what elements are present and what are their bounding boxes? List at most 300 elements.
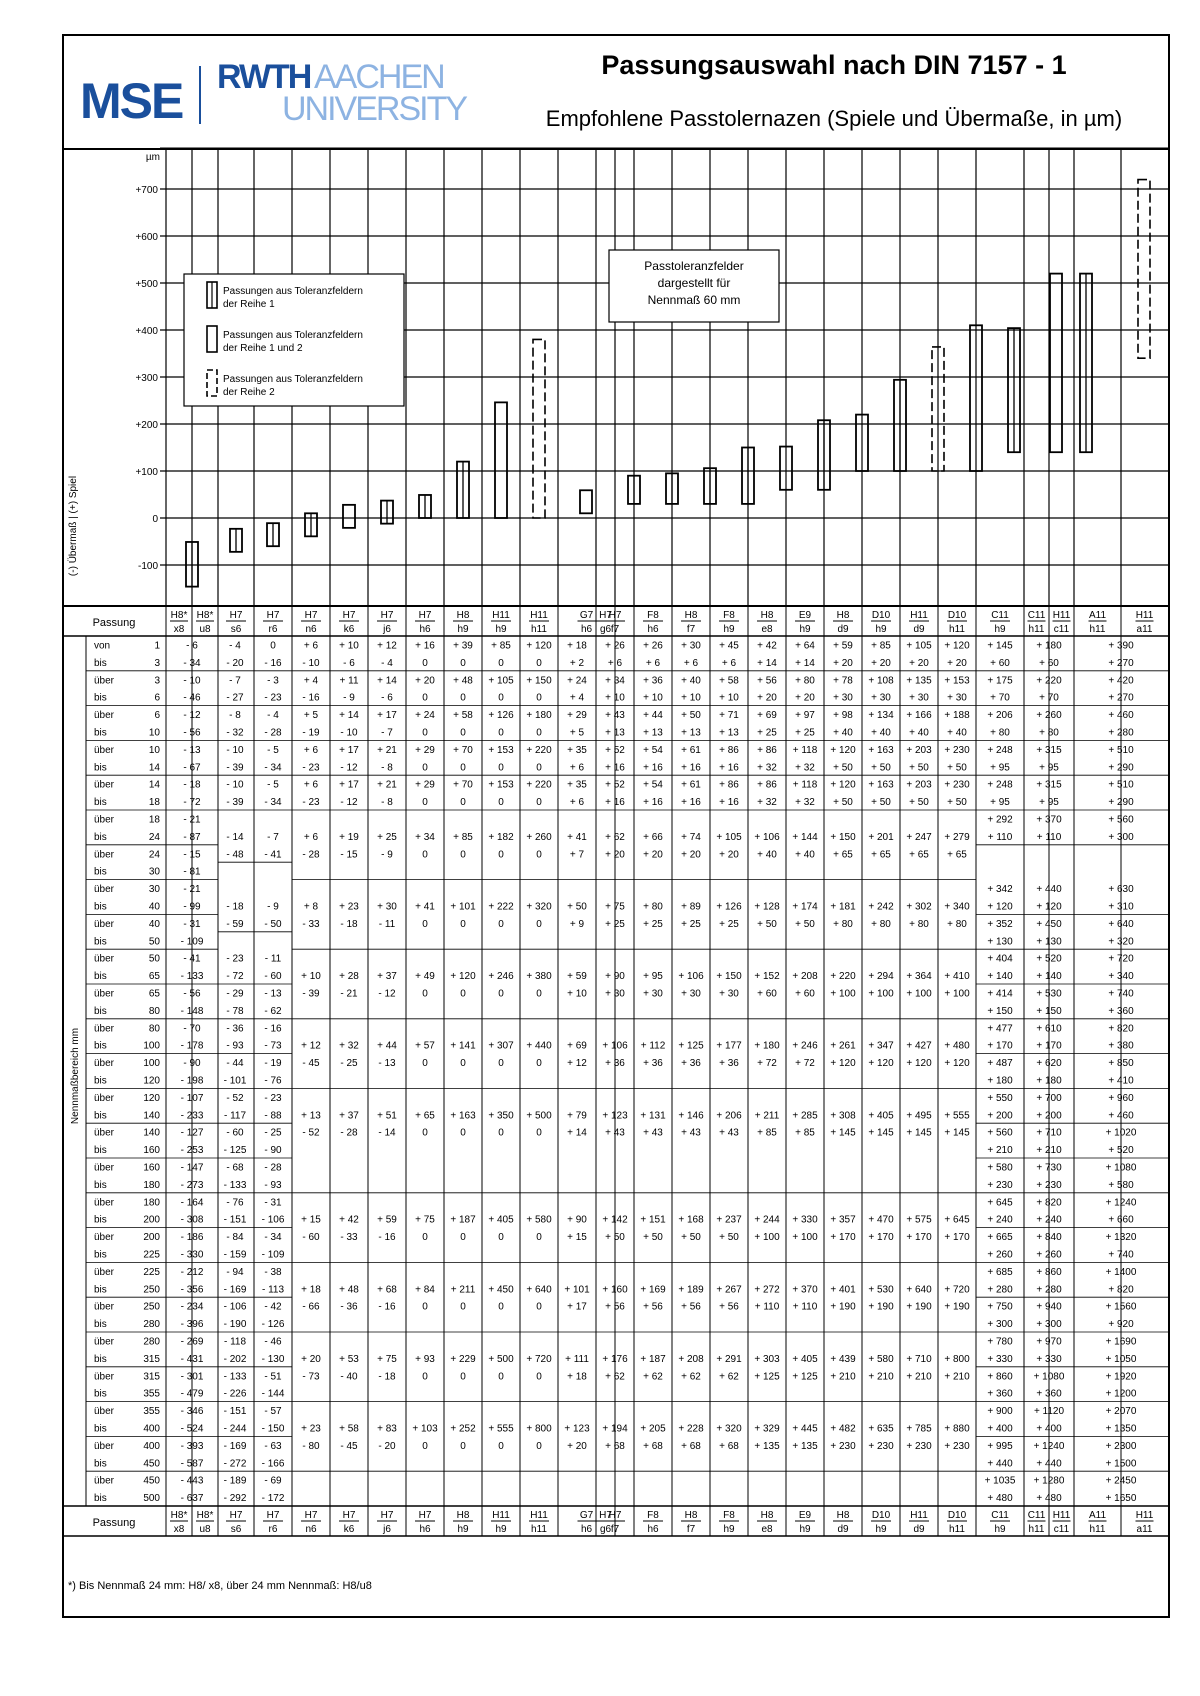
cell-fit-value: + 530 [868, 1284, 894, 1296]
cell-s6: - 68 [226, 1162, 244, 1174]
range-word: über [94, 1371, 115, 1383]
cell-fit-value: + 15 [567, 1232, 587, 1244]
cell-fit-value: + 118 [792, 744, 818, 756]
cell-fit-value: 0 [536, 762, 542, 774]
range-number: 100 [143, 1040, 160, 1052]
cell-c11-h11: + 530 [1036, 988, 1062, 1000]
cell-r6: - 25 [264, 1127, 282, 1139]
range-number: 180 [143, 1179, 160, 1191]
cell-r6: - 3 [267, 675, 279, 687]
cell-c11-h11: + 440 [1036, 884, 1062, 896]
cell-a11-h11: + 2300 [1105, 1440, 1137, 1452]
fit-numerator: H7 [229, 1510, 243, 1521]
cell-a11-h11: + 640 [1108, 918, 1134, 930]
cell-fit-value: + 49 [415, 971, 435, 983]
cell-fit-value: + 80 [947, 918, 967, 930]
cell-s6: - 59 [226, 918, 244, 930]
cell-fit-value: + 86 [719, 779, 739, 791]
cell-s6: - 202 [223, 1353, 247, 1365]
cell-fit-value: + 201 [868, 831, 894, 843]
cell-c11-h11: + 730 [1036, 1162, 1062, 1174]
cell-fit-value: + 260 [526, 831, 552, 843]
cell-fit-value: - 60 [302, 1232, 320, 1244]
cell-fit-value: + 62 [719, 1371, 739, 1383]
range-word: über [94, 1336, 115, 1348]
cell-c11-h11: + 1280 [1033, 1475, 1065, 1487]
cell-a11-h11: + 520 [1108, 1145, 1134, 1157]
range-number: 50 [148, 953, 160, 965]
cell-a11-h11: + 460 [1108, 710, 1134, 722]
cell-fit-value: + 95 [643, 971, 663, 983]
cell-fit-value: - 16 [378, 1301, 396, 1313]
cell-c11-h11: + 370 [1036, 814, 1062, 826]
cell-c11-h9: + 248 [987, 779, 1013, 791]
range-word: bis [94, 1353, 107, 1365]
range-word: über [94, 675, 115, 687]
cell-fit-value: 0 [460, 849, 466, 861]
cell-fit-value: + 13 [681, 727, 701, 739]
cell-fit-value: + 6 [645, 657, 661, 669]
cell-fit-value: - 11 [378, 918, 396, 930]
cell-fit-value: + 210 [906, 1371, 932, 1383]
fit-numerator: H7 [608, 1510, 622, 1521]
cell-s6: - 4 [229, 640, 241, 652]
range-number: 14 [148, 762, 160, 774]
cell-fit-value: - 6 [381, 692, 393, 704]
cell-s6: - 101 [223, 1075, 247, 1087]
cell-fit-value: + 12 [567, 1058, 587, 1070]
cell-fit-value: + 20 [757, 692, 777, 704]
cell-fit-value: + 40 [871, 727, 891, 739]
cell-fit-value: + 90 [605, 971, 625, 983]
cell-fit-value: + 330 [792, 1214, 818, 1226]
cell-r6: 0 [270, 640, 276, 652]
cell-fit-value: + 62 [605, 831, 625, 843]
cell-fit-value: 0 [460, 762, 466, 774]
cell-r6: - 4 [267, 710, 279, 722]
cell-fit-value: + 56 [605, 1301, 625, 1313]
cell-fit-value: + 13 [301, 1110, 321, 1122]
cell-c11-h9: + 342 [987, 884, 1013, 896]
cell-c11-h11: + 610 [1036, 1023, 1062, 1035]
cell-fit-value: 0 [536, 1058, 542, 1070]
cell-r6: - 9 [267, 901, 279, 913]
cell-s6: - 10 [226, 744, 244, 756]
cell-c11-h9: + 130 [987, 936, 1013, 948]
cell-c11-h9: + 580 [987, 1162, 1013, 1174]
cell-c11-h9: + 665 [987, 1232, 1013, 1244]
fit-numerator: H11 [1052, 1510, 1071, 1521]
cell-fit-value: + 500 [488, 1353, 514, 1365]
fit-denominator: h9 [723, 624, 735, 635]
cell-fit-value: 0 [422, 1440, 428, 1452]
cell-c11-h11: + 480 [1036, 1493, 1062, 1505]
cell-fit-value: 0 [536, 1371, 542, 1383]
cell-r6: - 166 [261, 1458, 285, 1470]
legend-text: Passungen aus Toleranzfeldern [223, 330, 363, 341]
cell-fit-value: + 106 [754, 831, 780, 843]
cell-fit-value: + 170 [868, 1232, 894, 1244]
cell-fit-value: + 357 [830, 1214, 856, 1226]
cell-fit-value: + 18 [301, 1284, 321, 1296]
cell-c11-h11: + 140 [1036, 971, 1062, 983]
cell-s6: - 48 [226, 849, 244, 861]
fit-denominator: r6 [268, 1524, 278, 1535]
cell-fit-value: + 80 [833, 918, 853, 930]
fit-denominator: f7 [686, 624, 696, 635]
fit-denominator: h6 [419, 1524, 431, 1535]
cell-fit-value: + 410 [944, 971, 970, 983]
cell-fit-value: + 84 [415, 1284, 435, 1296]
cell-fit-value: + 50 [947, 762, 967, 774]
cell-fit-value: 0 [422, 1371, 428, 1383]
fit-denominator: h11 [1089, 624, 1106, 635]
cell-fit-value: + 123 [602, 1110, 628, 1122]
cell-a11-h11: + 1560 [1105, 1301, 1137, 1313]
cell-s6: - 39 [226, 762, 244, 774]
cell-a11-h11: + 340 [1108, 971, 1134, 983]
y-tick-label: +200 [135, 420, 158, 431]
cell-x8-u8: - 67 [183, 762, 201, 774]
cell-x8-u8: - 396 [180, 1319, 204, 1331]
cell-fit-value: + 10 [567, 988, 587, 1000]
cell-fit-value: + 294 [868, 971, 894, 983]
range-number: 3 [154, 675, 160, 687]
cell-fit-value: + 71 [719, 710, 739, 722]
cell-a11-h11: + 510 [1108, 744, 1134, 756]
cell-c11-h11: + 620 [1036, 1058, 1062, 1070]
cell-fit-value: + 29 [567, 710, 587, 722]
cell-r6: - 126 [261, 1319, 285, 1331]
cell-fit-value: + 62 [681, 1371, 701, 1383]
cell-c11-h9: + 145 [987, 640, 1013, 652]
fit-numerator: H7 [608, 610, 622, 621]
cell-fit-value: + 580 [526, 1214, 552, 1226]
cell-a11-h11: + 380 [1108, 1040, 1134, 1052]
cell-a11-h11: + 510 [1108, 779, 1134, 791]
cell-fit-value: + 181 [830, 901, 856, 913]
cell-fit-value: + 405 [488, 1214, 514, 1226]
cell-fit-value: 0 [498, 1232, 504, 1244]
cell-fit-value: + 6 [303, 779, 319, 791]
range-number: 400 [143, 1440, 160, 1452]
fit-denominator: g6 [599, 1524, 612, 1535]
cell-fit-value: + 6 [569, 762, 585, 774]
fit-numerator: H7 [304, 1510, 318, 1521]
cell-fit-value: + 57 [415, 1040, 435, 1052]
cell-fit-value: + 72 [795, 1058, 815, 1070]
range-number: 180 [143, 1197, 160, 1209]
cell-fit-value: + 303 [754, 1353, 780, 1365]
cell-fit-value: + 64 [795, 640, 815, 652]
range-word: über [94, 1301, 115, 1313]
cell-fit-value: - 33 [302, 918, 320, 930]
cell-c11-h9: + 780 [987, 1336, 1013, 1348]
cell-a11-h11: + 560 [1108, 814, 1134, 826]
cell-fit-value: + 65 [871, 849, 891, 861]
cell-fit-value: + 208 [678, 1353, 704, 1365]
cell-fit-value: + 163 [868, 779, 894, 791]
cell-fit-value: + 56 [681, 1301, 701, 1313]
cell-fit-value: 0 [460, 1232, 466, 1244]
range-number: 10 [148, 744, 160, 756]
fit-denominator: h9 [875, 624, 887, 635]
cell-c11-h11: + 970 [1036, 1336, 1062, 1348]
cell-r6: - 46 [264, 1336, 282, 1348]
cell-fit-value: + 98 [833, 710, 853, 722]
cell-fit-value: + 37 [377, 971, 397, 983]
cell-a11-h11: + 720 [1108, 953, 1134, 965]
cell-fit-value: + 18 [567, 1371, 587, 1383]
y-tick-label: +700 [135, 185, 158, 196]
range-number: 6 [154, 692, 160, 704]
cell-c11-h11: + 840 [1036, 1232, 1062, 1244]
range-number: 315 [143, 1371, 160, 1383]
cell-fit-value: + 163 [450, 1110, 476, 1122]
cell-fit-value: + 50 [719, 1232, 739, 1244]
cell-r6: - 62 [264, 1005, 282, 1017]
cell-c11-h9: + 70 [990, 692, 1010, 704]
range-number: 120 [143, 1092, 160, 1104]
cell-c11-h11: + 300 [1036, 1319, 1062, 1331]
cell-c11-h11: + 260 [1036, 710, 1062, 722]
range-number: 200 [143, 1232, 160, 1244]
cell-fit-value: + 13 [605, 727, 625, 739]
fit-denominator: f7 [610, 624, 620, 635]
cell-x8-u8: - 233 [180, 1110, 204, 1122]
cell-fit-value: + 80 [871, 918, 891, 930]
cell-r6: - 42 [264, 1301, 282, 1313]
cell-fit-value: + 50 [681, 710, 701, 722]
cell-fit-value: 0 [536, 1232, 542, 1244]
cell-r6: - 13 [264, 988, 282, 1000]
cell-fit-value: 0 [498, 1301, 504, 1313]
cell-s6: - 10 [226, 779, 244, 791]
legend-text: der Reihe 1 [223, 299, 275, 310]
cell-fit-value: + 101 [450, 901, 476, 913]
data-sheet [62, 34, 1170, 1618]
cell-fit-value: + 176 [602, 1353, 628, 1365]
cell-s6: - 94 [226, 1266, 244, 1278]
range-word: bis [94, 1110, 107, 1122]
cell-fit-value: - 10 [302, 657, 320, 669]
fit-numerator: H7 [599, 610, 612, 621]
cell-fit-value: - 12 [378, 988, 396, 1000]
cell-fit-value: + 36 [605, 1058, 625, 1070]
cell-c11-h11: + 280 [1036, 1284, 1062, 1296]
fit-numerator: G7 [579, 610, 594, 621]
fit-denominator: e8 [761, 624, 773, 635]
cell-fit-value: + 100 [868, 988, 894, 1000]
cell-x8-u8: - 10 [183, 675, 201, 687]
cell-fit-value: + 100 [792, 1232, 818, 1244]
cell-fit-value: + 190 [906, 1301, 932, 1313]
cell-fit-value: 0 [536, 1301, 542, 1313]
cell-s6: - 226 [223, 1388, 247, 1400]
cell-fit-value: + 320 [716, 1423, 742, 1435]
range-word: über [94, 1197, 115, 1209]
fit-numerator: H7 [266, 1510, 280, 1521]
cell-fit-value: + 480 [944, 1040, 970, 1052]
cell-fit-value: - 28 [302, 849, 320, 861]
cell-s6: - 244 [223, 1423, 247, 1435]
cell-fit-value: + 14 [567, 1127, 587, 1139]
cell-fit-value: + 272 [754, 1284, 780, 1296]
cell-fit-value: + 66 [643, 831, 663, 843]
cell-fit-value: 0 [498, 797, 504, 809]
cell-fit-value: + 30 [947, 692, 967, 704]
cell-fit-value: + 640 [906, 1284, 932, 1296]
cell-fit-value: + 307 [488, 1040, 514, 1052]
cell-fit-value: + 85 [453, 831, 473, 843]
cell-fit-value: + 118 [792, 779, 818, 791]
cell-fit-value: - 10 [340, 727, 358, 739]
cell-s6: - 32 [226, 727, 244, 739]
range-number: 40 [148, 901, 160, 913]
fit-denominator: h6 [419, 624, 431, 635]
range-word: über [94, 1162, 115, 1174]
cell-a11-h11: + 1080 [1105, 1162, 1137, 1174]
fit-numerator: F8 [723, 1510, 735, 1521]
cell-c11-h11: + 80 [1039, 727, 1059, 739]
range-number: 160 [143, 1162, 160, 1174]
cell-fit-value: + 70 [453, 779, 473, 791]
cell-fit-value: + 108 [868, 675, 894, 687]
range-word: über [94, 1127, 115, 1139]
cell-fit-value: + 170 [944, 1232, 970, 1244]
cell-fit-value: 0 [498, 918, 504, 930]
cell-x8-u8: - 164 [180, 1197, 204, 1209]
cell-fit-value: + 24 [415, 710, 435, 722]
cell-fit-value: + 244 [754, 1214, 780, 1226]
cell-fit-value: 0 [460, 988, 466, 1000]
cell-r6: - 113 [261, 1284, 285, 1296]
page-title: Passungsauswahl nach DIN 7157 - 1 [601, 50, 1067, 80]
cell-s6: - 44 [226, 1058, 244, 1070]
cell-fit-value: + 110 [792, 1301, 818, 1313]
cell-fit-value: + 90 [567, 1214, 587, 1226]
cell-a11-h11: + 1500 [1105, 1458, 1137, 1470]
cell-c11-h11: + 120 [1036, 901, 1062, 913]
cell-r6: - 16 [264, 657, 282, 669]
cell-fit-value: + 440 [526, 1040, 552, 1052]
fit-denominator: a11 [1136, 1524, 1153, 1535]
cell-fit-value: + 135 [792, 1440, 818, 1452]
cell-fit-value: - 18 [340, 918, 358, 930]
cell-fit-value: + 206 [716, 1110, 742, 1122]
fit-denominator: h6 [647, 624, 659, 635]
cell-fit-value: + 79 [567, 1110, 587, 1122]
range-word: bis [94, 762, 107, 774]
cell-x8-u8: - 70 [183, 1023, 201, 1035]
cell-fit-value: - 9 [381, 849, 393, 861]
cell-x8-u8: - 87 [183, 831, 201, 843]
fit-denominator: h9 [495, 1524, 507, 1535]
fit-denominator: u8 [199, 1524, 211, 1535]
cell-c11-h9: + 352 [987, 918, 1013, 930]
cell-fit-value: + 237 [716, 1214, 742, 1226]
cell-c11-h11: + 860 [1036, 1266, 1062, 1278]
cell-x8-u8: - 127 [180, 1127, 204, 1139]
fit-numerator: H11 [910, 610, 928, 621]
cell-fit-value: + 151 [640, 1214, 666, 1226]
range-word: bis [94, 1040, 107, 1052]
cell-fit-value: + 16 [643, 762, 663, 774]
cell-s6: - 52 [226, 1092, 244, 1104]
fit-numerator: F8 [647, 1510, 659, 1521]
cell-c11-h11: + 450 [1036, 918, 1062, 930]
cell-c11-h9: + 230 [987, 1179, 1013, 1191]
cell-c11-h9: + 685 [987, 1266, 1013, 1278]
cell-fit-value: + 246 [488, 971, 514, 983]
cell-fit-value: + 26 [605, 640, 625, 652]
cell-fit-value: - 66 [302, 1301, 320, 1313]
cell-x8-u8: - 637 [180, 1493, 204, 1505]
tolerance-table [64, 36, 1168, 1616]
cell-x8-u8: - 15 [183, 849, 201, 861]
cell-r6: - 34 [264, 762, 282, 774]
cell-fit-value: + 50 [567, 901, 587, 913]
cell-s6: - 190 [223, 1319, 247, 1331]
cell-a11-h11: + 280 [1108, 727, 1134, 739]
cell-fit-value: + 56 [719, 1301, 739, 1313]
cell-fit-value: + 291 [716, 1353, 742, 1365]
cell-fit-value: + 32 [757, 762, 777, 774]
cell-r6: - 28 [264, 727, 282, 739]
cell-fit-value: + 20 [833, 657, 853, 669]
cell-fit-value: + 189 [678, 1284, 704, 1296]
cell-fit-value: 0 [498, 1371, 504, 1383]
fit-numerator: H8 [760, 1510, 774, 1521]
cell-fit-value: + 48 [339, 1284, 359, 1296]
fit-numerator: A11 [1088, 610, 1107, 621]
range-number: 225 [143, 1249, 160, 1261]
fit-denominator: h9 [723, 1524, 735, 1535]
cell-fit-value: + 10 [719, 692, 739, 704]
cell-x8-u8: - 147 [180, 1162, 204, 1174]
range-word: über [94, 710, 115, 722]
cell-fit-value: + 210 [868, 1371, 894, 1383]
cell-fit-value: - 20 [378, 1440, 396, 1452]
cell-fit-value: + 106 [678, 971, 704, 983]
cell-s6: - 125 [223, 1145, 247, 1157]
fit-denominator: s6 [230, 624, 242, 635]
cell-fit-value: + 20 [301, 1353, 321, 1365]
cell-fit-value: - 23 [302, 762, 320, 774]
cell-c11-h9: + 560 [987, 1127, 1013, 1139]
cell-fit-value: + 6 [683, 657, 699, 669]
cell-fit-value: + 69 [567, 1040, 587, 1052]
cell-fit-value: + 62 [605, 1371, 625, 1383]
cell-fit-value: + 120 [450, 971, 476, 983]
fit-denominator: f7 [610, 1524, 620, 1535]
cell-fit-value: + 5 [303, 710, 319, 722]
cell-fit-value: + 500 [526, 1110, 552, 1122]
cell-x8-u8: - 234 [180, 1301, 204, 1313]
cell-fit-value: + 14 [757, 657, 777, 669]
cell-c11-h11: + 95 [1039, 762, 1059, 774]
cell-r6: - 90 [264, 1145, 282, 1157]
range-axis-label: Nennmaßbereich mm [70, 1027, 81, 1125]
cell-a11-h11: + 580 [1108, 1179, 1134, 1191]
cell-fit-value: + 14 [339, 710, 359, 722]
fit-denominator: c11 [1053, 624, 1070, 635]
fit-numerator: E9 [798, 1510, 812, 1521]
cell-s6: - 272 [223, 1458, 247, 1470]
cell-a11-h11: + 1240 [1105, 1197, 1137, 1209]
cell-fit-value: + 230 [906, 1440, 932, 1452]
cell-fit-value: - 80 [302, 1440, 320, 1452]
